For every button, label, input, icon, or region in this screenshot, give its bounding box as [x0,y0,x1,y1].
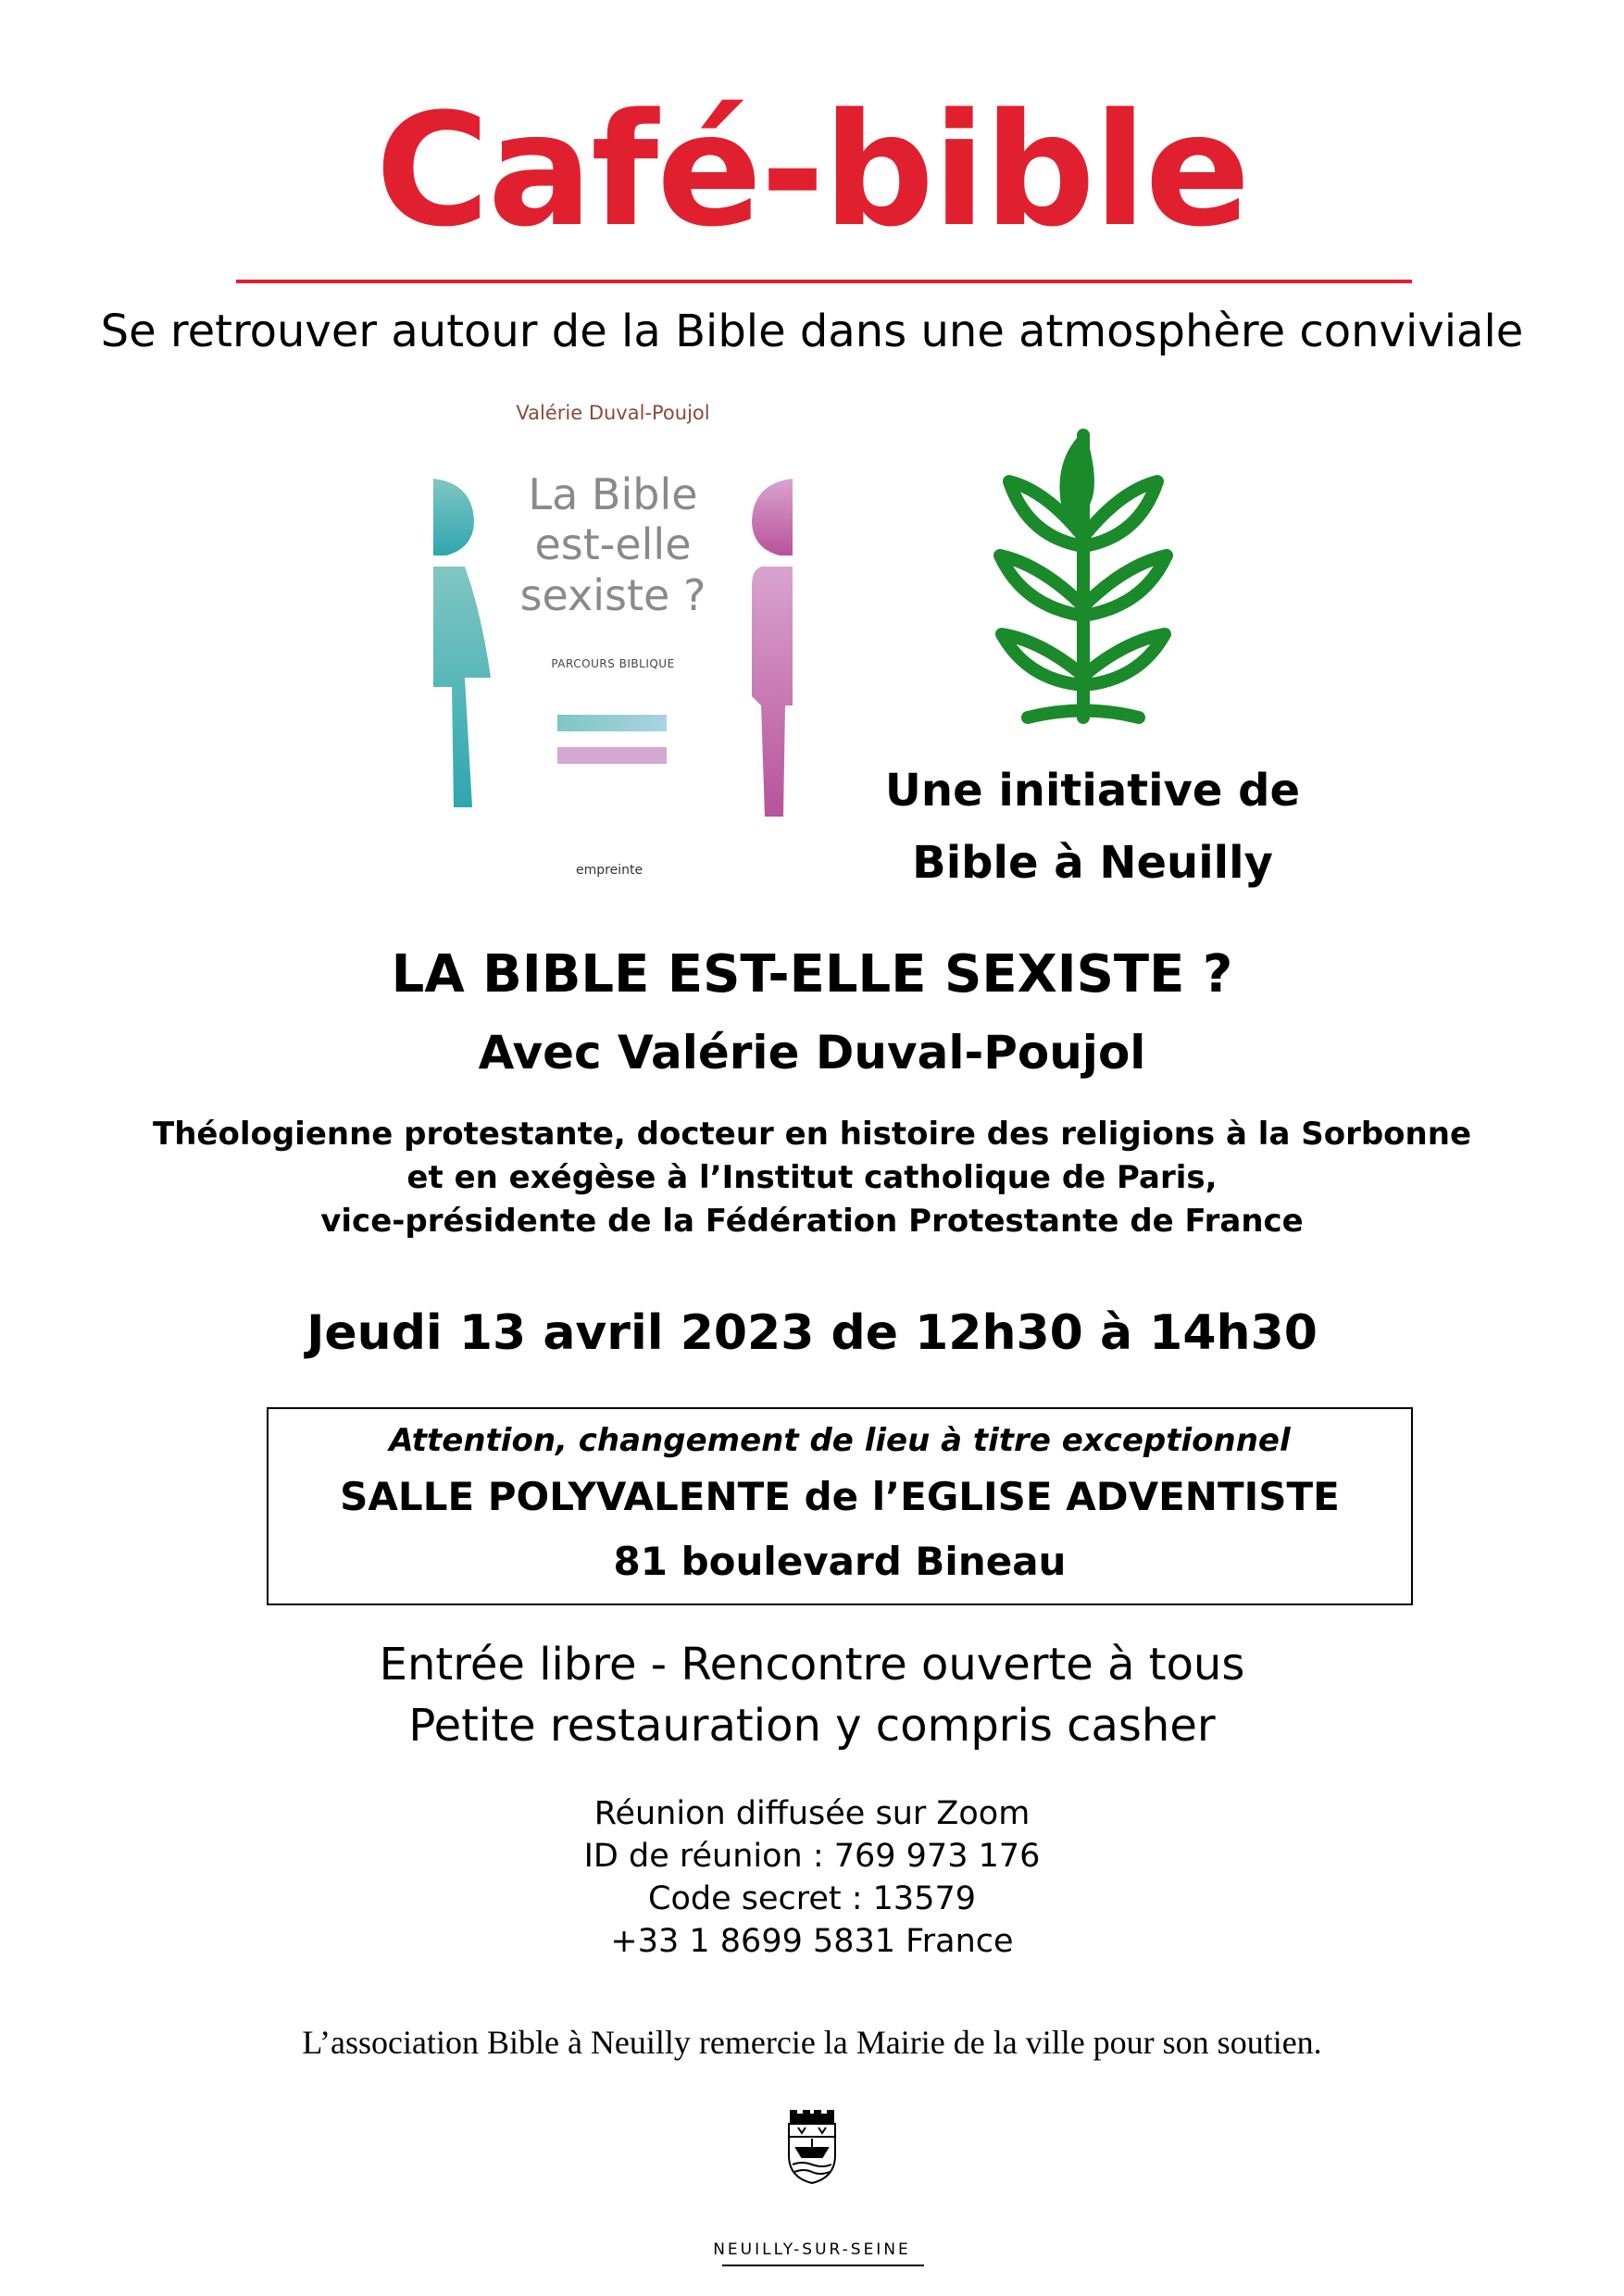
book-cover [428,400,798,891]
title-divider [236,280,1412,283]
zoom-info: Réunion diffusée sur Zoom ID de réunion : 769 973 176 Code secret : 13579 +33 1 8699 5831 France [583,1795,1041,1960]
book-author: Valérie Duval-Poujol [516,402,710,424]
book-title: La Bible est-elle sexiste ? [519,469,706,620]
venue-address: 81 boulevard Bineau [613,1539,1067,1584]
city-name: NEUILLY-SUR-SEINE [713,2240,911,2259]
venue-warning: Attention, changement de lieu à titre exceptionnel [389,1422,1291,1459]
event-info: Entrée libre - Rencontre ouverte à tous Petite restauration y compris casher [379,1639,1245,1752]
initiative-text: Une initiative de Bible à Neuilly [884,765,1301,889]
event-title: LA BIBLE EST-ELLE SEXISTE ? [391,944,1233,1004]
speaker-bio: Théologienne protestante, docteur en histoire des religions à la Sorbonne et en exégèse à l’Institut catholique de Paris, vice-présidente de la Fédération Protestante de France [153,1116,1471,1240]
tagline: Se retrouver autour de la Bible dans une atmosphère conviviale [100,306,1524,357]
venue-notice-box [267,1407,1413,1605]
coat-of-arms-icon [785,2107,839,2185]
city-underline [722,2265,924,2266]
book-series: PARCOURS BIBLIQUE [551,657,675,670]
sprout-icon [991,398,1176,731]
event-speaker: Avec Valérie Duval-Poujol [478,1026,1146,1079]
venue-name: SALLE POLYVALENTE de l’EGLISE ADVENTISTE [340,1474,1340,1519]
page-title: Café-bible [375,80,1249,261]
thanks-note: L’association Bible à Neuilly remercie la Mairie de la ville pour son soutien. [302,2024,1322,2061]
event-date: Jeudi 13 avril 2023 de 12h30 à 14h30 [306,1305,1318,1361]
book-publisher: empreinte [576,863,643,878]
